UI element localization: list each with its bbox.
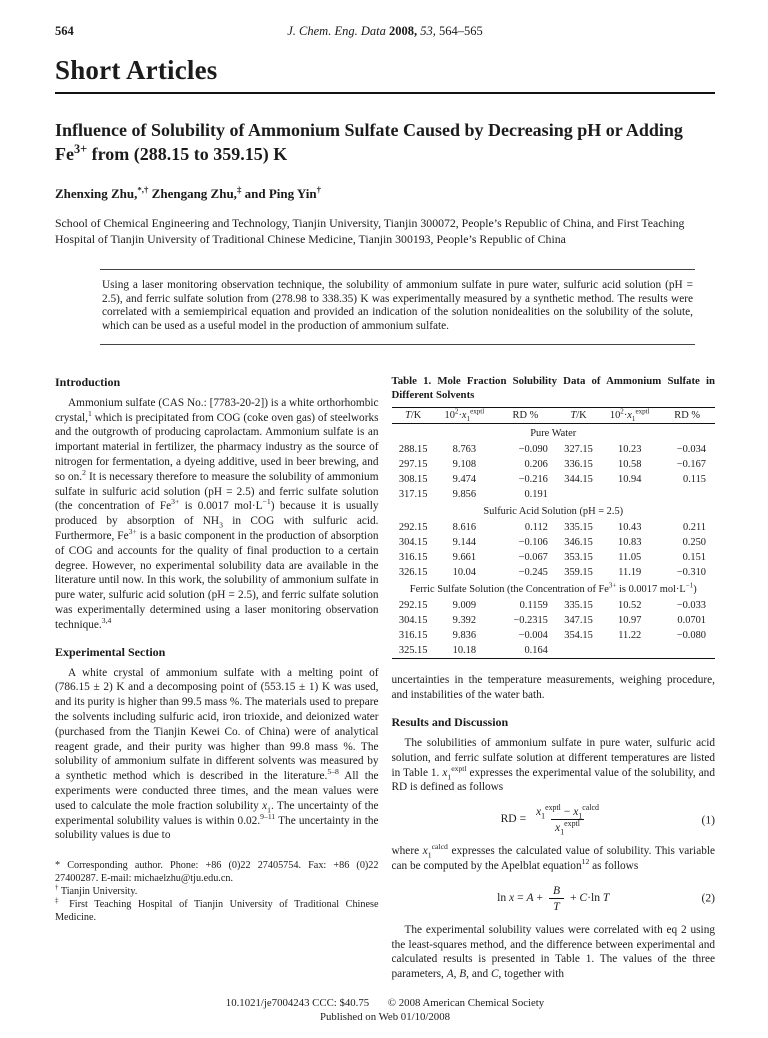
table1-body bbox=[392, 424, 716, 659]
table1-head bbox=[392, 408, 716, 424]
table1-cell: 9.009 bbox=[452, 599, 477, 611]
table1-section-row bbox=[392, 580, 716, 598]
table1-section-label: Ferric Sulfate Solution (the Concentration of $Fe^{3+}$ is 0.0017 $mol\cdot L^{-1}$) bbox=[409, 581, 697, 596]
table1-cell bbox=[659, 643, 715, 659]
table1-cell: −0.004 bbox=[518, 629, 548, 641]
table1-cell: 11.19 bbox=[618, 566, 642, 578]
heading-results: Results and Discussion bbox=[391, 715, 509, 729]
table1-row bbox=[392, 643, 716, 659]
journal-reference: J. Chem. Eng. Data 2008, 53, 564–565 bbox=[287, 24, 483, 38]
table1-row bbox=[392, 550, 716, 565]
table1-cell: 9.144 bbox=[452, 536, 477, 548]
table1-cell: 304.15 bbox=[398, 614, 428, 626]
table1-cell: 10.43 bbox=[618, 521, 642, 533]
table1-cell: −0.067 bbox=[518, 551, 548, 563]
eq2-fraction bbox=[549, 884, 564, 913]
section-banner: Short Articles bbox=[55, 55, 218, 85]
introduction-paragraph: Ammonium sulfate (CAS No.: [7783-20-2]) is a white orthorhombic crystal,$^1$ which is precipitated from COG (coke oven gas) of steelworks and the outgrowth of producing caprolactam. Ammonium sulfate is an important material in fertilizer, the pharmacy industry as the source of nitrogen for fermentation, a dyeing additive, used in beer brewing, and so on.$^2$ It is necessary therefore to measure the solubility of ammonium sulfate in sulfuric acid solution (pH = 2.5) and ferric sulfate solution (the concentration of $Fe^{3+}$ is 0.0017 $mol\cdot L^{-1}$) because it is usually produced by absorption of $NH_3$ in COG with sulfuric acid. Furthermore, $Fe^{3+}$ is a basic component in the production of absorption of COG and accounts for the quality of final production to a certain degree. However, no experimental solubility data are available in the literature until now. In this work, the solubility of ammonium sulfate in pure water, sulfuric acid solution (pH = 2.5), and ferric sulfate solution was experimentally determined using a laser monitoring observation technique.$^{3,4}$ bbox=[55, 396, 379, 631]
table1-cell: 0.191 bbox=[524, 488, 548, 500]
table1-cell: 327.15 bbox=[564, 443, 593, 455]
table1-cell: 0.115 bbox=[683, 473, 706, 485]
affiliation: School of Chemical Engineering and Technology, Tianjin University, Tianjin 300072, People’s Republic of China, and First Teaching Hospital of Tianjin University of Traditional Chinese Medicine, Tianjin 300193, People’s Republic of China bbox=[55, 216, 685, 246]
table1-cell bbox=[557, 487, 600, 502]
table1-cell: 297.15 bbox=[398, 458, 428, 470]
table1-cell: 316.15 bbox=[398, 551, 428, 563]
table1-section-label: Pure Water bbox=[530, 428, 577, 440]
table1-cell: 344.15 bbox=[564, 473, 593, 485]
footer-copyright: © 2008 American Chemical Society bbox=[387, 996, 545, 1009]
table1-cell: 336.15 bbox=[564, 458, 593, 470]
footer-line-1 bbox=[55, 996, 715, 1010]
eq1-body bbox=[500, 803, 606, 837]
page-number: 564 bbox=[55, 24, 74, 38]
table1-cell: 11.05 bbox=[618, 551, 642, 563]
eq1-numerator: $x_1^{exptl} - x_1^{calcd}$ bbox=[536, 803, 599, 821]
table1-row bbox=[392, 565, 716, 580]
table1-cell: 317.15 bbox=[398, 488, 428, 500]
table1-cell: 10.83 bbox=[618, 536, 642, 548]
table1-cell: 10.97 bbox=[618, 614, 642, 626]
table1-cell: 10.94 bbox=[618, 473, 642, 485]
table1-cell: −0.034 bbox=[676, 443, 706, 455]
table1-cell: −0.2315 bbox=[513, 614, 548, 626]
table1-cell: 10.18 bbox=[452, 644, 477, 656]
table1-cell: 335.15 bbox=[564, 599, 593, 611]
table1-cell: 292.15 bbox=[398, 599, 428, 611]
table1-cell: −0.245 bbox=[518, 566, 548, 578]
table1-cell: 308.15 bbox=[398, 473, 428, 485]
table1-cell: −0.167 bbox=[676, 458, 706, 470]
eq2-denominator: T bbox=[549, 898, 563, 913]
table1-cell: 9.392 bbox=[452, 614, 477, 626]
table1-cell: 326.15 bbox=[398, 566, 428, 578]
table1-cell: −0.090 bbox=[518, 443, 548, 455]
footnotes bbox=[55, 859, 379, 924]
table1-cell: −0.310 bbox=[676, 566, 706, 578]
table1-cell: 9.108 bbox=[452, 458, 477, 470]
results-paragraph-between: where $x_1^{calcd}$ expresses the calculated value of solubility. This variable can be computed by the Apelblat equation$^{12}$ as follows bbox=[391, 842, 716, 872]
table1-cell: 0.0701 bbox=[677, 614, 706, 626]
table1-row bbox=[392, 457, 716, 472]
table1-cell: 10.58 bbox=[618, 458, 642, 470]
abstract-box bbox=[100, 269, 695, 345]
eq1-fraction bbox=[532, 803, 603, 837]
results-paragraph-1: The solubilities of ammonium sulfate in pure water, sulfuric acid solution, and ferric sulfate solution at different temperatures are listed in Table 1. $x_1^{exptl}$ expresses the experimental value of the solubility, and RD is defined as follows bbox=[391, 737, 715, 794]
author-line: Zhenxing Zhu,*,† Zhengang Zhu,‡ and Ping Yin† bbox=[55, 184, 322, 201]
table1-header-cell: T/K bbox=[405, 410, 422, 422]
footnote-first-teaching-hospital: ‡ First Teaching Hospital of Tianjin University of Traditional Chinese Medicine. bbox=[55, 897, 379, 924]
table1-cell: −0.106 bbox=[518, 536, 548, 548]
table1-cell: 359.15 bbox=[564, 566, 593, 578]
page-footer bbox=[55, 996, 715, 1024]
footnote-tianjin-university: † Tianjin University. bbox=[55, 884, 138, 898]
table1-cell: −0.080 bbox=[676, 629, 706, 641]
equation-2 bbox=[392, 884, 716, 913]
table1-cell: 292.15 bbox=[398, 521, 428, 533]
table1-cell: −0.216 bbox=[518, 473, 548, 485]
footer-line-2: Published on Web 01/10/2008 bbox=[320, 1010, 450, 1023]
eq1-denominator: $x_1^{exptl}$ bbox=[551, 819, 584, 834]
table1-row bbox=[392, 613, 716, 628]
table1-cell: 0.164 bbox=[524, 644, 548, 656]
table1-header-cell: RD % bbox=[674, 410, 700, 422]
table1-cell bbox=[600, 643, 659, 659]
table1-section-label: Sulfuric Acid Solution (pH = 2.5) bbox=[483, 506, 624, 518]
banner-rule bbox=[55, 92, 715, 94]
experimental-continuation: uncertainties in the temperature measurements, weighing procedure, and instabilities of the water bath. bbox=[391, 674, 715, 702]
results-paragraph-2: The experimental solubility values were correlated with eq 2 using the least-squares method, and the difference between experimental and calculated results is presented in Table 1. The values of the three parameters, A, B, and C, together with bbox=[391, 923, 715, 981]
table1-cell: 9.661 bbox=[452, 551, 477, 563]
table1-cell: 9.836 bbox=[452, 629, 477, 641]
table1-cell: 0.211 bbox=[683, 521, 706, 533]
left-column bbox=[55, 375, 379, 986]
table1-cell: 353.15 bbox=[564, 551, 593, 563]
table1-section-row bbox=[392, 424, 716, 443]
table1-cell bbox=[659, 487, 715, 502]
equation-1 bbox=[392, 803, 716, 837]
eq2-body bbox=[497, 883, 610, 913]
table1-cell: 8.763 bbox=[452, 443, 477, 455]
table1-cell: 304.15 bbox=[398, 536, 428, 548]
table1-cell: 288.15 bbox=[398, 443, 428, 455]
two-column-body bbox=[55, 375, 715, 986]
table1-cell: 9.474 bbox=[452, 473, 477, 485]
table1 bbox=[392, 407, 716, 659]
table1-section-row bbox=[392, 502, 716, 520]
eq1-lhs: RD = bbox=[500, 812, 527, 826]
table1-row bbox=[392, 472, 716, 487]
heading-experimental: Experimental Section bbox=[55, 644, 166, 659]
footer-doi-ccc: 10.1021/je7004243 CCC: $40.75 bbox=[225, 996, 370, 1009]
eq2-number: (2) bbox=[701, 891, 715, 905]
table1-header-cell: $10^2\cdot x_1^{exptl}$ bbox=[609, 407, 650, 424]
eq1-number: (1) bbox=[701, 813, 715, 827]
eq2-post: + C·ln T bbox=[569, 890, 610, 904]
table1-cell: 0.250 bbox=[682, 536, 706, 548]
abstract-text: Using a laser monitoring observation technique, the solubility of ammonium sulfate in pure water, sulfuric acid solution (pH = 2.5), and ferric sulfate solution from (278.98 to 338.35) K was experimentally measured by a synthetic method. The results were correlated with a semiempirical equation and provided an indication of the solution nonidealities on the solubility of the solute, which can be used as a useful model in the production of ammonium sulfate. bbox=[102, 279, 693, 333]
article-title: Influence of Solubility of Ammonium Sulfate Caused by Decreasing pH or Adding $Fe^{3+}$ from (288.15 to 359.15) K bbox=[55, 120, 683, 164]
table1-cell: 335.15 bbox=[564, 521, 593, 533]
eq2-pre: ln x = A + bbox=[497, 890, 544, 904]
table1-header-cell: RD % bbox=[512, 410, 539, 422]
footnote-corresponding-author: * Corresponding author. Phone: +86 (0)22 27405754. Fax: +86 (0)22 27400287. E-mail: michaelzhu@tju.edu.cn. bbox=[55, 860, 379, 885]
table1-cell: 347.15 bbox=[564, 614, 593, 626]
table1-row bbox=[392, 535, 716, 550]
table1-cell: −0.033 bbox=[676, 599, 706, 611]
table1-row bbox=[392, 487, 716, 502]
table1-cell: 0.112 bbox=[524, 521, 548, 533]
right-column bbox=[392, 375, 716, 986]
table1-row bbox=[392, 442, 716, 457]
table1-cell: 0.206 bbox=[524, 458, 548, 470]
table1-header-row bbox=[392, 408, 716, 424]
table1-cell: 0.151 bbox=[682, 551, 706, 563]
table1-row bbox=[392, 628, 716, 643]
table1-cell: 10.23 bbox=[618, 443, 642, 455]
table1-cell: 316.15 bbox=[398, 629, 428, 641]
table1-caption: Table 1. Mole Fraction Solubility Data of Ammonium Sulfate in Different Solvents bbox=[391, 374, 715, 401]
experimental-paragraph: A white crystal of ammonium sulfate with a melting point of (786.15 ± 2) K and a decomposing point of (553.15 ± 1) K was used, and its purity is higher than 99.5 mass %. The materials used to prepare the solvents including sulfuric acid, iron trioxide, and deionized water (purchased from the Tianjin Kewei Co. of China) were of analytical reagent grade, and their purity was higher than 99.8 mass %. The solubility of ammonium sulfate in different solvents was measured by a synthetic method which is described in the literature.$^{5-8}$ All the experiments were conducted three times, and the mean values were used to calculate the mole fraction solubility $x_1$. The uncertainty of the experimental solubility values is within 0.02.$^{9-11}$ The uncertainty in the solubility values is due to bbox=[55, 666, 379, 842]
table1-cell: 325.15 bbox=[398, 644, 428, 656]
eq2-numerator: B bbox=[552, 883, 561, 897]
table1-row bbox=[392, 598, 716, 613]
table1-cell: 354.15 bbox=[564, 629, 593, 641]
table1-cell: 0.1159 bbox=[519, 599, 548, 611]
heading-introduction: Introduction bbox=[55, 374, 121, 389]
table1-cell bbox=[557, 643, 600, 659]
table1-cell: 346.15 bbox=[564, 536, 593, 548]
table1-row bbox=[392, 520, 716, 535]
table1-cell: 10.04 bbox=[452, 566, 477, 578]
table1-header-cell: $10^2\cdot x_1^{exptl}$ bbox=[444, 407, 485, 424]
running-head bbox=[55, 24, 715, 39]
table1-cell: 8.616 bbox=[452, 521, 477, 533]
table1-header-cell: T/K bbox=[570, 410, 587, 422]
table1-cell bbox=[600, 487, 659, 502]
table1-cell: 11.22 bbox=[618, 629, 642, 641]
table1-cell: 10.52 bbox=[618, 599, 642, 611]
table1-cell: 9.856 bbox=[452, 488, 477, 500]
